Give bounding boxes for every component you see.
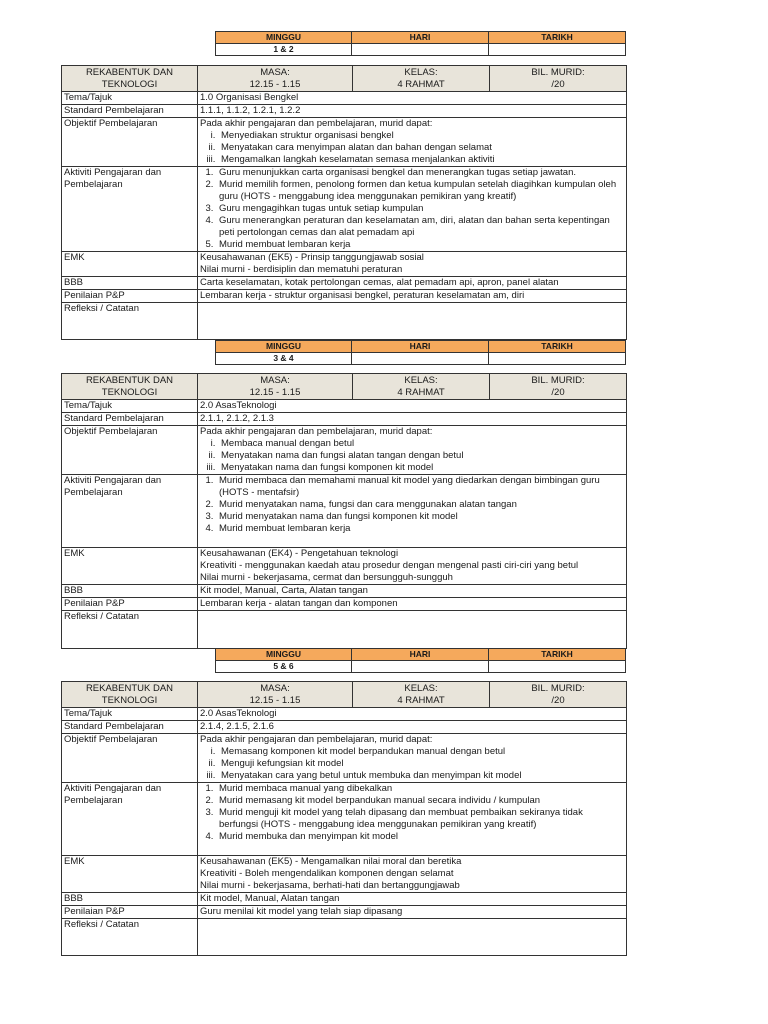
standard-value: 1.1.1, 1.1.2, 1.2.1, 1.2.2 bbox=[198, 105, 627, 118]
penilaian-label: Penilaian P&P bbox=[62, 906, 198, 919]
hari-label: HARI bbox=[352, 32, 489, 44]
week-value: 3 & 4 bbox=[216, 353, 352, 365]
standard-label: Standard Pembelajaran bbox=[62, 105, 198, 118]
bbb-value: Carta keselamatan, kotak pertolongan cemas, alat pemadam api, apron, panel alatan bbox=[198, 277, 627, 290]
aktiviti-label: Aktiviti Pengajaran dan Pembelajaran bbox=[62, 783, 198, 856]
tema-label: Tema/Tajuk bbox=[62, 708, 198, 721]
refleksi-value bbox=[198, 611, 627, 649]
aktiviti-value bbox=[198, 783, 627, 856]
week-value: 1 & 2 bbox=[216, 44, 352, 56]
masa-value: 12.15 - 1.15 bbox=[249, 79, 301, 90]
lesson-table-2 bbox=[61, 373, 627, 649]
bbb-label: BBB bbox=[62, 277, 198, 290]
refleksi-label: Refleksi / Catatan bbox=[62, 611, 198, 649]
tema-value: 2.0 AsasTeknologi bbox=[198, 400, 627, 413]
aktiviti-item: 3. Guru mengagihkan tugas untuk setiap kumpulan bbox=[216, 203, 624, 215]
bbb-label: BBB bbox=[62, 585, 198, 598]
emk-value bbox=[198, 548, 627, 585]
emk-line: Keusahawanan (EK4) - Pengetahuan teknologi bbox=[200, 548, 399, 559]
week-header-3 bbox=[215, 648, 626, 673]
hari-label: HARI bbox=[352, 341, 489, 353]
rekabentuk-heading: REKABENTUK DAN TEKNOLOGI bbox=[62, 374, 198, 400]
aktiviti-item: 5. Murid membuat lembaran kerja bbox=[216, 239, 624, 251]
tema-label: Tema/Tajuk bbox=[62, 400, 198, 413]
week-value: 5 & 6 bbox=[216, 661, 352, 673]
kelas-cell bbox=[353, 66, 490, 92]
objektif-item: ii. Menyatakan cara menyimpan alatan dan bahan dengan selamat bbox=[218, 142, 624, 154]
hari-label: HARI bbox=[352, 649, 489, 661]
masa-label: MASA: bbox=[260, 375, 290, 386]
aktiviti-item: 2. Murid menyatakan nama, fungsi dan cara menggunakan alatan tangan bbox=[216, 499, 624, 511]
aktiviti-item: 4. Guru menerangkan peraturan dan keselamatan am, diri, alatan dan bahan serta kepentingan peti pertolongan cemas dan alat pemadam api bbox=[216, 215, 624, 239]
aktiviti-item: 1. Guru menunjukkan carta organisasi bengkel dan menerangkan tugas setiap jawatan. bbox=[216, 167, 624, 179]
penilaian-label: Penilaian P&P bbox=[62, 598, 198, 611]
emk-line: Keusahawanan (EK5) - Prinsip tanggungjawab sosial bbox=[200, 252, 424, 263]
aktiviti-item: 3. Murid menyatakan nama dan fungsi komponen kit model bbox=[216, 511, 624, 523]
emk-value bbox=[198, 856, 627, 893]
masa-value: 12.15 - 1.15 bbox=[249, 695, 301, 706]
emk-line: Nilai murni - berdisiplin dan mematuhi peraturan bbox=[200, 264, 403, 275]
objektif-item: ii. Menyatakan nama dan fungsi alatan tangan dengan betul bbox=[218, 450, 624, 462]
standard-label: Standard Pembelajaran bbox=[62, 721, 198, 734]
objektif-item: iii. Menyatakan cara yang betul untuk membuka dan menyimpan kit model bbox=[218, 770, 624, 782]
bil-value: /20 bbox=[551, 387, 565, 398]
bil-label: BIL. MURID: bbox=[531, 375, 585, 386]
aktiviti-item: 2. Murid memilih formen, penolong formen dan ketua kumpulan setelah diagihkan kumpulan oleh guru (HOTS - menggabung idea menggunakan pemikiran yang kreatif) bbox=[216, 179, 624, 203]
objektif-item: i. Menyediakan struktur organisasi bengkel bbox=[218, 130, 624, 142]
objektif-intro: Pada akhir pengajaran dan pembelajaran, murid dapat: bbox=[200, 734, 433, 745]
rekabentuk-heading: REKABENTUK DAN TEKNOLOGI bbox=[62, 682, 198, 708]
lesson-table-3 bbox=[61, 681, 627, 956]
aktiviti-value bbox=[198, 167, 627, 252]
emk-value bbox=[198, 252, 627, 277]
masa-cell bbox=[198, 374, 353, 400]
kelas-value: 4 RAHMAT bbox=[397, 79, 445, 90]
tarikh-value bbox=[489, 353, 626, 365]
kelas-value: 4 RAHMAT bbox=[397, 387, 445, 398]
emk-line: Nilai murni - bekerjasama, berhati-hati dan bertanggungjawab bbox=[200, 880, 460, 891]
objektif-value bbox=[198, 118, 627, 167]
emk-label: EMK bbox=[62, 252, 198, 277]
tarikh-value bbox=[489, 44, 626, 56]
emk-line: Nilai murni - bekerjasama, cermat dan bersungguh-sungguh bbox=[200, 572, 453, 583]
bil-cell bbox=[490, 66, 627, 92]
objektif-intro: Pada akhir pengajaran dan pembelajaran, murid dapat: bbox=[200, 426, 433, 437]
bil-label: BIL. MURID: bbox=[531, 67, 585, 78]
minggu-label: MINGGU bbox=[216, 341, 352, 353]
objektif-item: ii. Menguji kefungsian kit model bbox=[218, 758, 624, 770]
tarikh-label: TARIKH bbox=[489, 341, 626, 353]
penilaian-value: Lembaran kerja - struktur organisasi bengkel, peraturan keselamatan am, diri bbox=[198, 290, 627, 303]
aktiviti-item: 1. Murid membaca dan memahami manual kit model yang diedarkan dengan bimbingan guru (HOTS - mentafsir) bbox=[216, 475, 624, 499]
tarikh-label: TARIKH bbox=[489, 32, 626, 44]
aktiviti-item: 2. Murid memasang kit model berpandukan manual secara individu / kumpulan bbox=[216, 795, 624, 807]
rekabentuk-heading: REKABENTUK DAN TEKNOLOGI bbox=[62, 66, 198, 92]
kelas-label: KELAS: bbox=[404, 67, 438, 78]
hari-value bbox=[352, 661, 489, 673]
emk-label: EMK bbox=[62, 856, 198, 893]
aktiviti-item: 4. Murid membuka dan menyimpan kit model bbox=[216, 831, 624, 843]
standard-label: Standard Pembelajaran bbox=[62, 413, 198, 426]
emk-label: EMK bbox=[62, 548, 198, 585]
hari-value bbox=[352, 353, 489, 365]
aktiviti-item: 3. Murid menguji kit model yang telah dipasang dan membuat pembaikan sekiranya tidak berfungsi (HOTS - menggabung idea menggunakan pemikiran yang kreatif) bbox=[216, 807, 624, 831]
tema-value: 2.0 AsasTeknologi bbox=[198, 708, 627, 721]
masa-cell bbox=[198, 66, 353, 92]
objektif-item: iii. Mengamalkan langkah keselamatan semasa menjalankan aktiviti bbox=[218, 154, 624, 166]
minggu-label: MINGGU bbox=[216, 649, 352, 661]
emk-line: Kreativiti - Boleh mengendalikan komponen dengan selamat bbox=[200, 868, 454, 879]
bbb-value: Kit model, Manual, Carta, Alatan tangan bbox=[198, 585, 627, 598]
emk-line: Keusahawanan (EK5) - Mengamalkan nilai moral dan beretika bbox=[200, 856, 462, 867]
objektif-intro: Pada akhir pengajaran dan pembelajaran, murid dapat: bbox=[200, 118, 433, 129]
objektif-label: Objektif Pembelajaran bbox=[62, 734, 198, 783]
kelas-cell bbox=[353, 374, 490, 400]
kelas-value: 4 RAHMAT bbox=[397, 695, 445, 706]
kelas-label: KELAS: bbox=[404, 375, 438, 386]
bil-label: BIL. MURID: bbox=[531, 683, 585, 694]
refleksi-label: Refleksi / Catatan bbox=[62, 303, 198, 340]
minggu-label: MINGGU bbox=[216, 32, 352, 44]
objektif-item: i. Memasang komponen kit model berpandukan manual dengan betul bbox=[218, 746, 624, 758]
objektif-item: iii. Menyatakan nama dan fungsi komponen kit model bbox=[218, 462, 624, 474]
tema-value: 1.0 Organisasi Bengkel bbox=[198, 92, 627, 105]
penilaian-value: Guru menilai kit model yang telah siap dipasang bbox=[198, 906, 627, 919]
tema-label: Tema/Tajuk bbox=[62, 92, 198, 105]
objektif-value bbox=[198, 734, 627, 783]
objektif-label: Objektif Pembelajaran bbox=[62, 426, 198, 475]
bil-value: /20 bbox=[551, 695, 565, 706]
aktiviti-label: Aktiviti Pengajaran dan Pembelajaran bbox=[62, 167, 198, 252]
lesson-table-1 bbox=[61, 65, 627, 340]
tarikh-label: TARIKH bbox=[489, 649, 626, 661]
masa-label: MASA: bbox=[260, 683, 290, 694]
refleksi-value bbox=[198, 919, 627, 956]
week-header-2 bbox=[215, 340, 626, 365]
bbb-label: BBB bbox=[62, 893, 198, 906]
tarikh-value bbox=[489, 661, 626, 673]
penilaian-label: Penilaian P&P bbox=[62, 290, 198, 303]
bil-cell bbox=[490, 682, 627, 708]
refleksi-label: Refleksi / Catatan bbox=[62, 919, 198, 956]
week-header-1 bbox=[215, 31, 626, 56]
aktiviti-value bbox=[198, 475, 627, 548]
standard-value: 2.1.1, 2.1.2, 2.1.3 bbox=[198, 413, 627, 426]
masa-cell bbox=[198, 682, 353, 708]
emk-line: Kreativiti - menggunakan kaedah atau prosedur dengan mengenal pasti ciri-ciri yang betul bbox=[200, 560, 579, 571]
objektif-label: Objektif Pembelajaran bbox=[62, 118, 198, 167]
masa-value: 12.15 - 1.15 bbox=[249, 387, 301, 398]
standard-value: 2.1.4, 2.1.5, 2.1.6 bbox=[198, 721, 627, 734]
penilaian-value: Lembaran kerja - alatan tangan dan komponen bbox=[198, 598, 627, 611]
kelas-label: KELAS: bbox=[404, 683, 438, 694]
refleksi-value bbox=[198, 303, 627, 340]
aktiviti-item: 4. Murid membuat lembaran kerja bbox=[216, 523, 624, 535]
bil-value: /20 bbox=[551, 79, 565, 90]
masa-label: MASA: bbox=[260, 67, 290, 78]
hari-value bbox=[352, 44, 489, 56]
objektif-value bbox=[198, 426, 627, 475]
bbb-value: Kit model, Manual, Alatan tangan bbox=[198, 893, 627, 906]
bil-cell bbox=[490, 374, 627, 400]
aktiviti-label: Aktiviti Pengajaran dan Pembelajaran bbox=[62, 475, 198, 548]
kelas-cell bbox=[353, 682, 490, 708]
aktiviti-item: 1. Murid membaca manual yang dibekalkan bbox=[216, 783, 624, 795]
objektif-item: i. Membaca manual dengan betul bbox=[218, 438, 624, 450]
